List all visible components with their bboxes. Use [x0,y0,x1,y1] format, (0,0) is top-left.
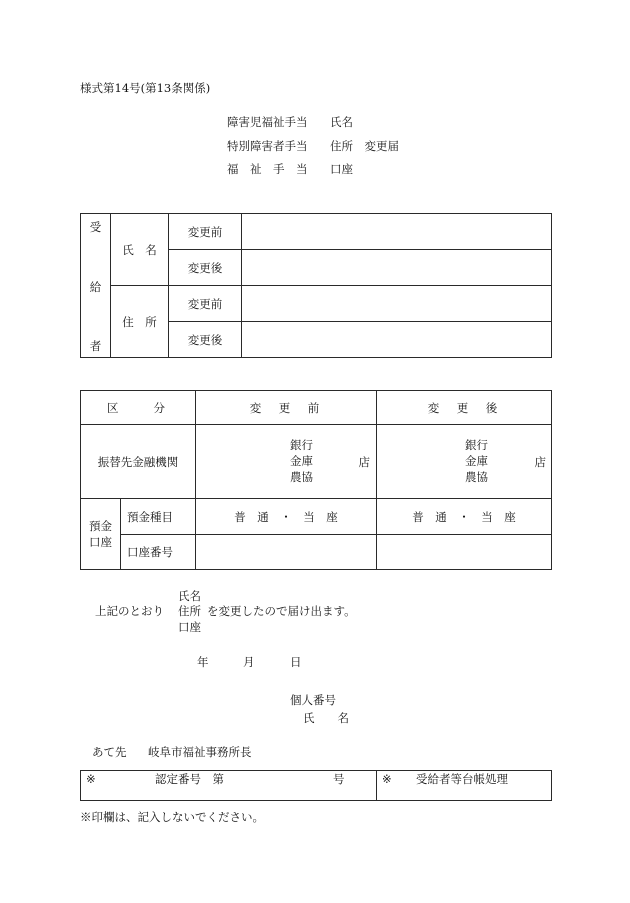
name-after-label: 変更後 [169,250,242,286]
deposit-type-after: 普 通 ・ 当 座 [377,499,552,535]
header-before: 変 更 前 [196,391,377,425]
addressee-label: あて先 [92,745,127,759]
date-year: 年 [197,655,209,669]
institution-type-shinkin: 金庫 [465,454,488,468]
deposit-type-before: 普 通 ・ 当 座 [196,499,377,535]
declaration-item-account: 口座 [178,620,201,634]
applicant-name-label: 氏 名 [303,711,349,725]
institution-type-shinkin: 金庫 [290,454,313,468]
name-after-field [242,250,552,286]
name-before-field [242,214,552,250]
title-allowance-2: 特別障害者手当 [227,139,308,153]
side-label-char-3: 者 [89,339,102,353]
declaration-suffix: を変更したので届け出ます。 [207,604,356,618]
institution-before-cell [196,425,377,499]
side-label-char-1: 受 [89,220,102,234]
certification-number-cell [81,771,377,801]
date-day: 日 [290,655,302,669]
title-item-address: 住所 変更届 [330,139,399,153]
footnote: ※印欄は、記入しないでください。 [80,810,264,824]
office-mark: ※ [86,772,96,786]
institution-after-cell [377,425,552,499]
branch-suffix: 店 [358,455,370,469]
certification-number-label: 認定番号 第 [155,772,224,786]
institution-label: 振替先金融機関 [81,425,196,499]
account-number-before-field [196,535,377,570]
address-before-label: 変更前 [169,286,242,322]
deposit-account-label [81,499,121,570]
name-label: 氏 名 [111,214,169,286]
header-after: 変 更 後 [377,391,552,425]
office-mark: ※ [382,772,392,786]
address-after-label: 変更後 [169,322,242,358]
form-number: 様式第14号(第13条関係) [80,81,211,95]
institution-type-nokyo: 農協 [465,470,488,484]
account-number-after-field [377,535,552,570]
address-after-field [242,322,552,358]
title-item-account: 口座 [330,162,353,176]
individual-number-label: 個人番号 [290,693,336,707]
title-allowance-3: 福 祉 手 当 [227,162,308,176]
recipient-table [80,213,552,358]
address-label: 住 所 [111,286,169,358]
declaration-item-name: 氏名 [178,589,201,603]
deposit-account-label-line-1: 預金 [89,519,112,533]
date-month: 月 [243,655,255,669]
side-label-char-2: 給 [89,279,102,294]
name-before-label: 変更前 [169,214,242,250]
recipient-side-label-cell [81,214,111,358]
account-table [80,390,552,570]
ledger-processing-label: 受給者等台帳処理 [416,772,508,786]
deposit-account-label-line-2: 口座 [89,535,112,549]
institution-type-bank: 銀行 [465,438,488,452]
account-number-label: 口座番号 [121,535,196,570]
title-allowance-1: 障害児福祉手当 [227,115,308,129]
title-item-name: 氏名 [330,115,353,129]
office-use-table [80,770,552,801]
deposit-type-label: 預金種目 [121,499,196,535]
ledger-processing-cell [377,771,552,801]
branch-suffix: 店 [534,455,546,469]
institution-type-nokyo: 農協 [290,470,313,484]
declaration-item-address: 住所 [178,604,201,618]
institution-type-bank: 銀行 [290,438,313,452]
header-category: 区 分 [81,391,196,425]
address-before-field [242,286,552,322]
addressee-name: 岐阜市福祉事務所長 [148,745,252,759]
certification-number-suffix: 号 [333,772,345,786]
declaration-prefix: 上記のとおり [95,604,164,618]
